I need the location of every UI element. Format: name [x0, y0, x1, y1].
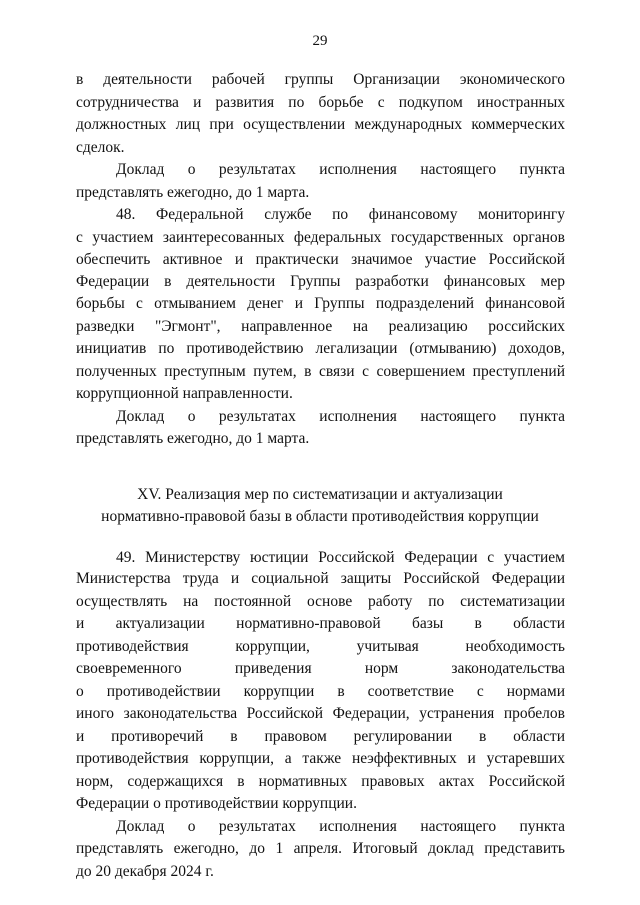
section-heading: нормативно-правовой базы в области противодействия коррупции [101, 508, 539, 525]
item-48-line: борьбы с отмыванием денег и Группы подразделений финансовой [76, 295, 565, 312]
text-line: сотрудничества и развития по борьбе с подкупом иностранных [76, 94, 565, 111]
text-line: Доклад о результатах исполнения настоящего пункта [116, 161, 565, 178]
item-48-line: 48. Федеральной службе по финансовому мониторингу [116, 206, 565, 223]
item-49-line: и актуализации нормативно-правовой базы в области [76, 615, 565, 632]
text-line: представлять ежегодно, до 1 марта. [76, 184, 310, 201]
text-line: Доклад о результатах исполнения настоящего пункта [116, 408, 565, 425]
item-49-line: Федерации о противодействии коррупции. [76, 795, 357, 812]
item-49-line: 49. Министерству юстиции Российской Федерации с участием [116, 549, 565, 566]
section-heading: XV. Реализация мер по систематизации и актуализации [137, 486, 503, 503]
item-48-line: полученных преступным путем, в связи с совершением преступлений [76, 363, 565, 380]
item-49-line: о противодействии коррупции в соответствие с нормами [76, 683, 565, 700]
item-48-line: разведки "Эгмонт", направленное на реализацию российских [76, 318, 565, 335]
item-49-line: и противоречий в правовом регулировании в области [76, 728, 565, 745]
item-48-line: с участием заинтересованных федеральных государственных органов [76, 229, 565, 246]
item-49-line: своевременного приведения норм законодательства [76, 660, 565, 677]
text-line: представлять ежегодно, до 1 апреля. Итоговый доклад представить [76, 840, 565, 857]
item-49-line: иного законодательства Российской Федерации, устранения пробелов [76, 705, 565, 722]
item-49-line: противодействия коррупции, а также неэффективных и устаревших [76, 750, 565, 767]
item-49-line: Министерства труда и социальной защиты Российской Федерации [76, 570, 565, 587]
page-number: 29 [312, 33, 328, 49]
text-line: Доклад о результатах исполнения настоящего пункта [116, 818, 565, 835]
item-48-line: обеспечить активное и практически значимое участие Российской [76, 251, 565, 268]
item-48-line: Федерации в деятельности Группы разработки финансовых мер [76, 273, 565, 290]
text-line: должностных лиц при осуществлении международных коммерческих [76, 116, 565, 133]
text-line: представлять ежегодно, до 1 марта. [76, 430, 310, 447]
item-48-line: инициатив по противодействию легализации (отмыванию) доходов, [76, 340, 565, 357]
item-49-line: норм, содержащихся в нормативных правовых актах Российской [76, 773, 565, 790]
item-48-line: коррупционной направленности. [76, 385, 293, 402]
text-line: в деятельности рабочей группы Организации экономического [76, 71, 565, 88]
text-line: до 20 декабря 2024 г. [76, 863, 214, 880]
item-49-line: противодействия коррупции, учитывая необходимость [76, 638, 565, 655]
item-49-line: осуществлять на постоянной основе работу по систематизации [76, 593, 565, 610]
text-line: сделок. [76, 139, 125, 156]
